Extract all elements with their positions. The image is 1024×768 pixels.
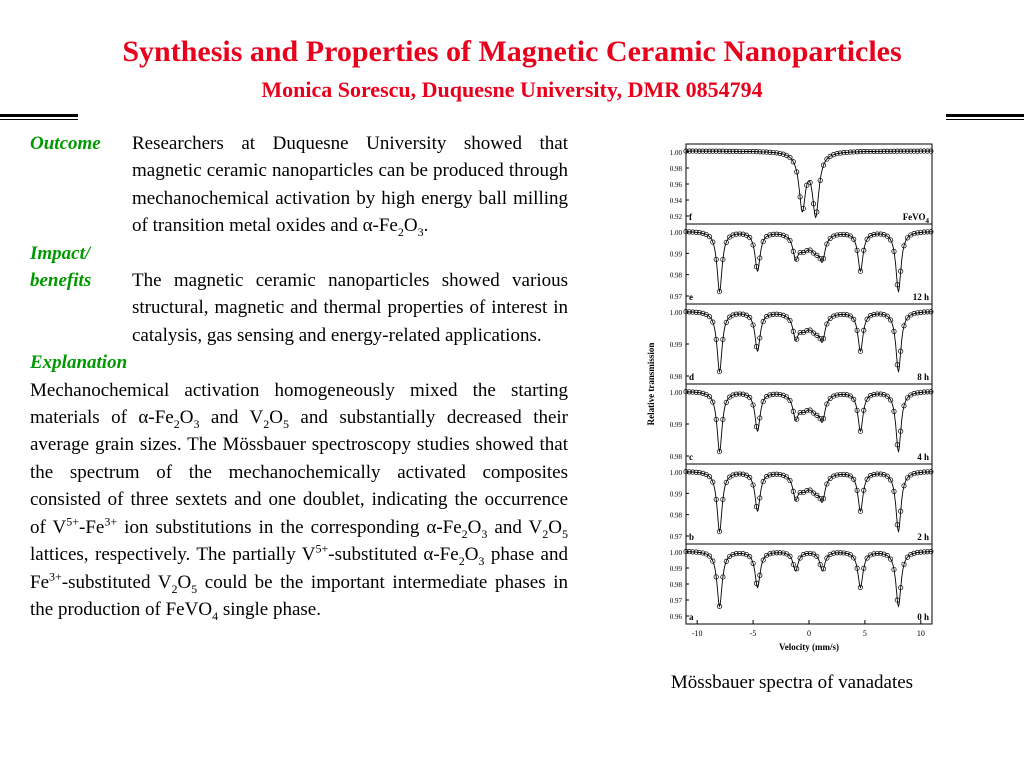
impact-text: The magnetic ceramic nanoparticles showed various structural, magnetic and thermal properties of interest in catalysis, gas sensing and energy-related applications. [132,270,568,346]
x-tick-label: -10 [691,629,703,638]
figure-caption: Mössbauer spectra of vanadates [670,672,914,693]
panel-label: 12 h [912,292,929,302]
y-tick-label: 0.98 [669,373,682,381]
slide-title: Synthesis and Properties of Magnetic Ceramic Nanoparticles [122,35,902,68]
header-rule [946,114,1024,117]
header-rule [946,119,1024,120]
y-tick-label: 0.97 [669,293,682,301]
y-tick-label: 0.98 [669,511,682,520]
y-tick-label: 0.98 [669,165,682,173]
outcome-text: Researchers at Duquesne University showed that magnetic ceramic nanoparticles can be produced through mechanochemical activation by high energy ball milling of transition metal oxides and $\alpha-Fe_2O_3$. [132,133,568,240]
panel-letter: c [689,452,693,462]
explanation-label: Explanation [30,352,128,374]
body-text [30,130,568,623]
y-tick-label: 1.00 [669,309,682,317]
panel-label: 4 h [917,452,929,462]
x-tick-label: 0 [807,629,811,638]
x-tick-label: 5 [862,629,867,638]
outcome-section [30,130,568,240]
panel-letter: a [689,612,694,622]
y-tick-label: 0.99 [669,565,682,573]
y-tick-label: 0.99 [669,341,682,349]
panel-label: 0 h [917,612,929,622]
y-tick-label: 1.00 [669,469,682,477]
y-tick-label: 0.98 [669,453,682,461]
header-rule [0,119,78,120]
panel-label: FeVO$_4$ [902,212,929,225]
panel-label: 8 h [917,372,929,382]
mossbauer-spectra-figure [640,134,940,660]
y-tick-label: 1.00 [669,549,682,557]
impact-section [30,267,568,349]
explanation-text: Mechanochemical activation homogeneously mixed the starting materials of $\alpha-Fe_2O_3$ and $V_2O_5$ and substantially decreased their average grain sizes. The Mössbauer spectroscopy studies showed that the spectrum of the mechanochemically activated composites consisted of three sextets and one doublet, indicating the occurrence of $V^{5+}-Fe^{3+}$ ion substitutions in the corresponding $\alpha-Fe_2O_3$ and $V_2O_5$ lattices, respectively. The partially $V^{5+}$-substituted $\alpha-Fe_2O_3$ phase and $Fe^{3+}$-substituted $V_2O_5$ could be the important intermediate phases in the production of FeVO$_4$ single phase. [30,379,569,623]
y-tick-label: 0.97 [669,533,682,541]
y-tick-label: 0.99 [669,250,682,259]
x-axis-title: Velocity (mm/s) [779,642,839,652]
y-tick-label: 1.00 [669,389,682,397]
panel-letter: e [689,292,693,302]
y-tick-label: 0.97 [669,597,682,605]
outcome-label: Outcome [30,133,101,154]
panel-label: 2 h [917,532,929,542]
y-tick-label: 0.96 [669,181,682,189]
y-tick-label: 0.98 [669,581,682,589]
benefits-label: benefits [30,270,92,292]
y-tick-label: 0.94 [669,197,682,205]
panel-letter: d [689,372,695,382]
slide-subtitle: Monica Sorescu, Duquesne University, DMR 0854794 [261,77,763,102]
y-tick-label: 1.00 [669,229,682,237]
header-rule [0,114,78,117]
y-tick-label: 0.96 [669,613,682,621]
impact-label: Impact/ [30,242,91,264]
y-tick-label: 0.92 [669,213,682,221]
y-tick-label: 0.99 [669,490,682,499]
y-tick-label: 0.98 [669,271,682,280]
x-tick-label: -5 [749,629,757,638]
y-tick-label: 0.99 [669,421,682,429]
panel-letter: f [689,212,692,222]
y-tick-label: 1.00 [669,149,682,157]
y-axis-title: Relative transmission [646,342,656,426]
impact-label-row [30,240,568,267]
x-tick-label: 10 [916,629,925,638]
panel-letter: b [689,532,695,542]
